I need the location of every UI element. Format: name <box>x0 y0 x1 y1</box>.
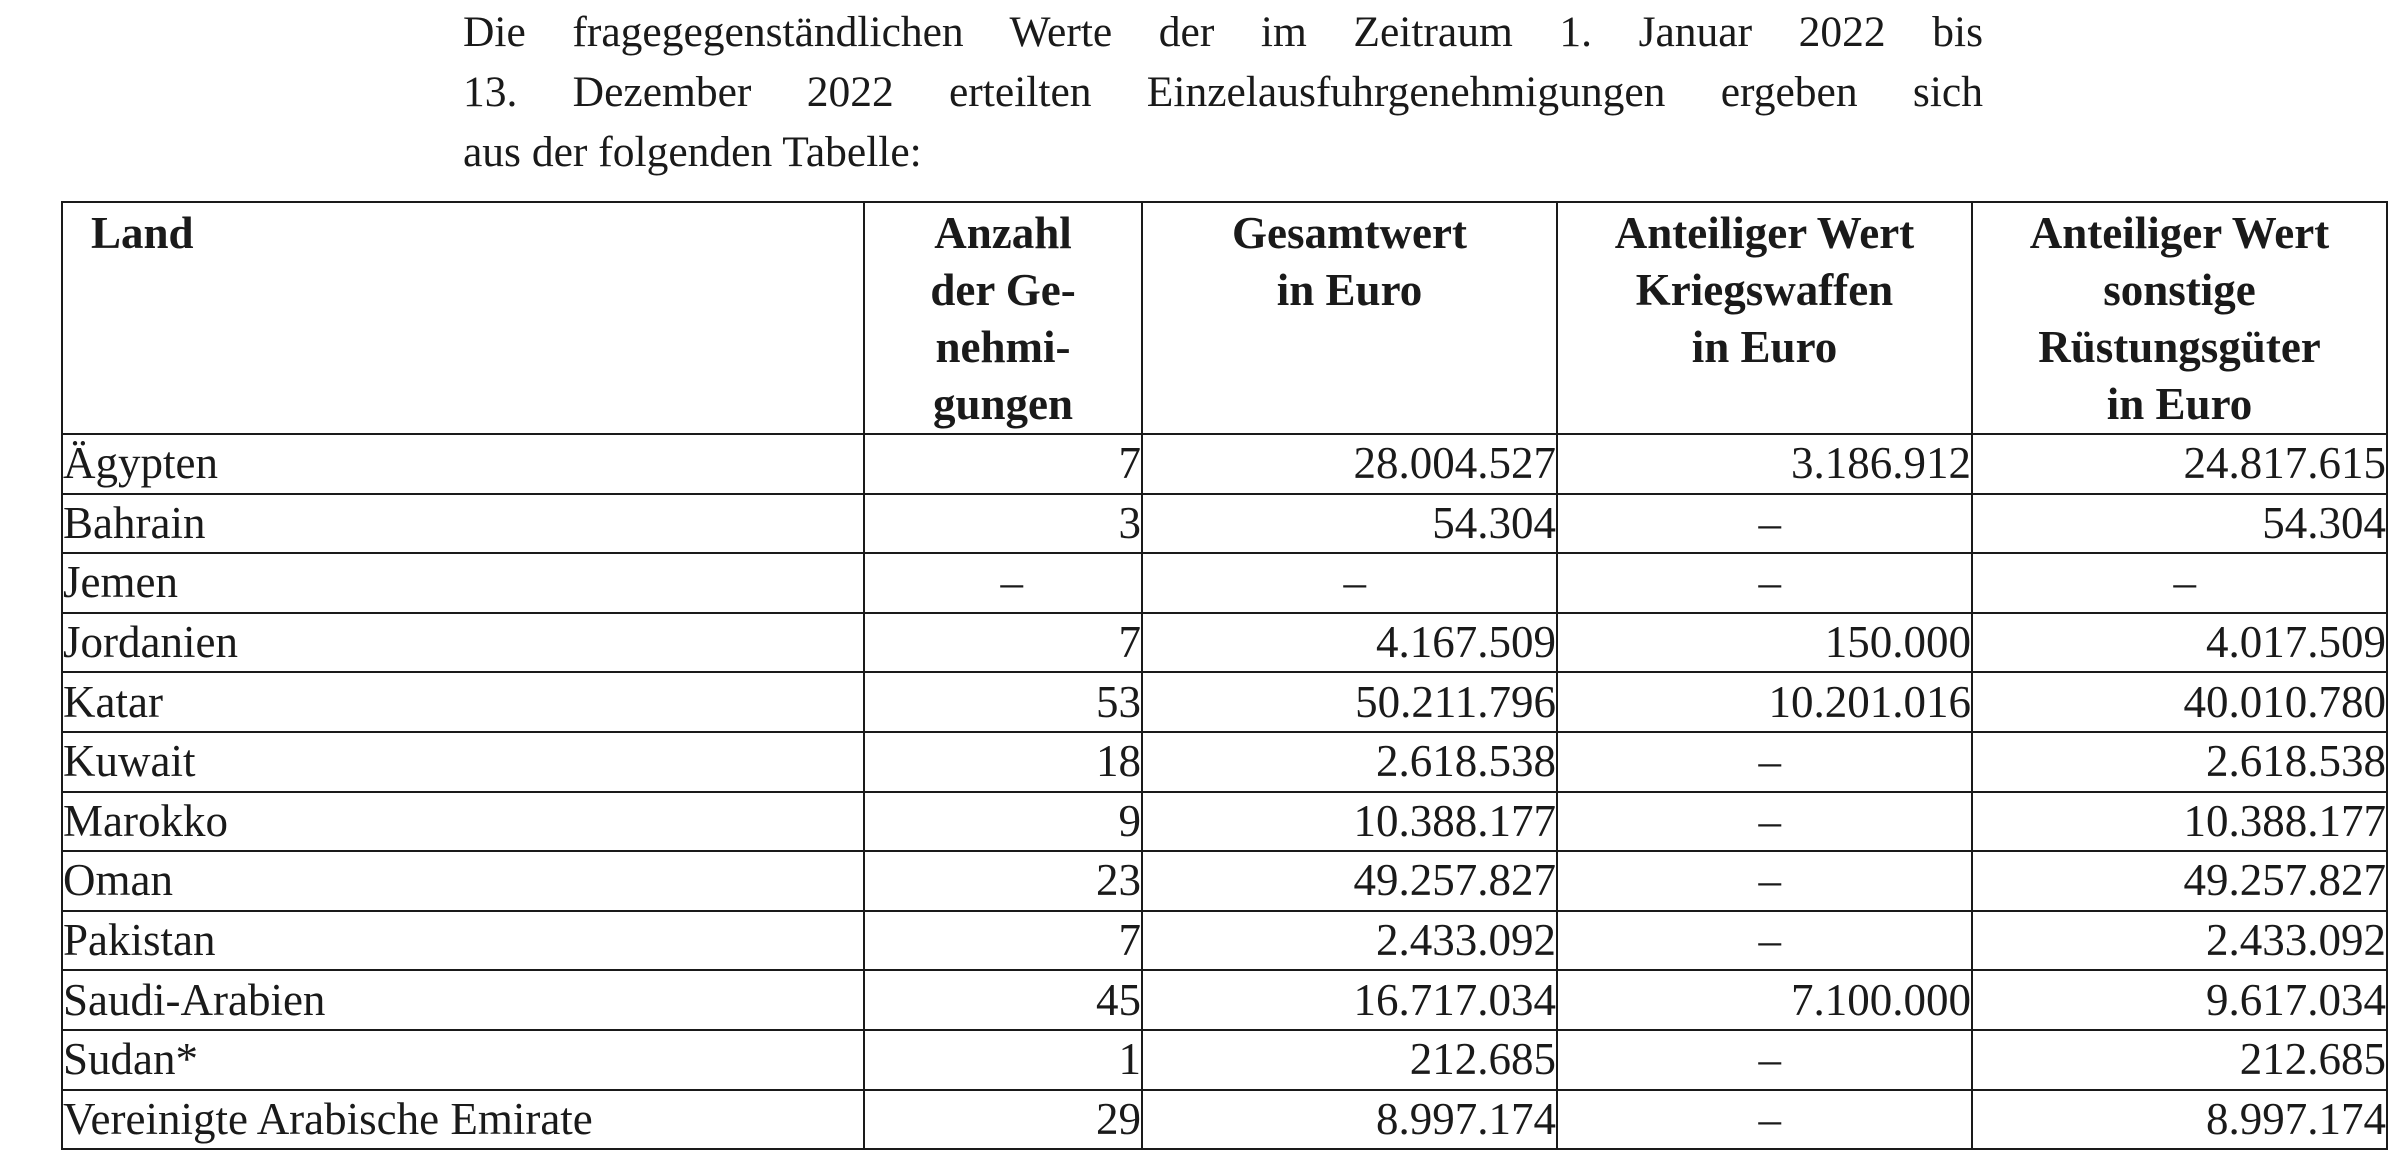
cell-sonstige: 4.017.509 <box>1972 613 2387 673</box>
table-header-row <box>62 202 2387 434</box>
table-row <box>62 434 2387 494</box>
cell-sonstige: 10.388.177 <box>1972 792 2387 852</box>
export-licenses-table <box>61 201 2388 1150</box>
cell-gesamtwert: 16.717.034 <box>1142 970 1557 1030</box>
cell-land: Bahrain <box>62 494 864 554</box>
cell-kriegswaffen: – <box>1557 851 1972 911</box>
table-row <box>62 732 2387 792</box>
cell-kriegswaffen: – <box>1557 1030 1972 1090</box>
cell-anzahl: 9 <box>864 792 1142 852</box>
table-row <box>62 792 2387 852</box>
cell-sonstige: 24.817.615 <box>1972 434 2387 494</box>
cell-kriegswaffen: 7.100.000 <box>1557 970 1972 1030</box>
header-anzahl <box>864 202 1142 434</box>
header-text: Rüstungsgüter <box>2038 322 2321 372</box>
cell-kriegswaffen: – <box>1557 911 1972 971</box>
header-text: in Euro <box>1276 265 1423 315</box>
cell-kriegswaffen: – <box>1557 494 1972 554</box>
cell-kriegswaffen: 10.201.016 <box>1557 672 1972 732</box>
table-row <box>62 970 2387 1030</box>
cell-kriegswaffen: – <box>1557 553 1972 613</box>
header-sonstige <box>1972 202 2387 434</box>
cell-kriegswaffen: 150.000 <box>1557 613 1972 673</box>
header-text: Anteiliger Wert <box>1614 208 1915 258</box>
cell-sonstige: 9.617.034 <box>1972 970 2387 1030</box>
cell-land: Marokko <box>62 792 864 852</box>
cell-gesamtwert: 49.257.827 <box>1142 851 1557 911</box>
cell-gesamtwert: 2.618.538 <box>1142 732 1557 792</box>
cell-anzahl: 3 <box>864 494 1142 554</box>
cell-land: Katar <box>62 672 864 732</box>
cell-land: Saudi-Arabien <box>62 970 864 1030</box>
header-gesamtwert <box>1142 202 1557 434</box>
cell-gesamtwert: 28.004.527 <box>1142 434 1557 494</box>
cell-sonstige: 54.304 <box>1972 494 2387 554</box>
intro-line: aus der folgenden Tabelle: <box>463 128 922 176</box>
cell-anzahl: 7 <box>864 911 1142 971</box>
header-kriegswaffen <box>1557 202 1972 434</box>
cell-land: Jemen <box>62 553 864 613</box>
header-text: Anzahl <box>934 208 1072 258</box>
header-text: gungen <box>932 379 1074 429</box>
cell-land: Oman <box>62 851 864 911</box>
cell-gesamtwert: 4.167.509 <box>1142 613 1557 673</box>
header-text: Gesamtwert <box>1232 208 1467 258</box>
cell-gesamtwert: 8.997.174 <box>1142 1090 1557 1150</box>
cell-land: Vereinigte Arabische Emirate <box>62 1090 864 1150</box>
cell-anzahl: 23 <box>864 851 1142 911</box>
table-row <box>62 553 2387 613</box>
cell-sonstige: 8.997.174 <box>1972 1090 2387 1150</box>
cell-anzahl: 18 <box>864 732 1142 792</box>
cell-gesamtwert: 54.304 <box>1142 494 1557 554</box>
cell-land: Ägypten <box>62 434 864 494</box>
header-text: Kriegswaffen <box>1635 265 1894 315</box>
cell-kriegswaffen: – <box>1557 792 1972 852</box>
table-row <box>62 851 2387 911</box>
cell-land: Kuwait <box>62 732 864 792</box>
cell-anzahl: 1 <box>864 1030 1142 1090</box>
cell-anzahl: 29 <box>864 1090 1142 1150</box>
cell-kriegswaffen: 3.186.912 <box>1557 434 1972 494</box>
cell-anzahl: – <box>864 553 1142 613</box>
cell-gesamtwert: 50.211.796 <box>1142 672 1557 732</box>
cell-kriegswaffen: – <box>1557 732 1972 792</box>
cell-sonstige: 2.618.538 <box>1972 732 2387 792</box>
table-row <box>62 672 2387 732</box>
table-row <box>62 613 2387 673</box>
cell-anzahl: 7 <box>864 613 1142 673</box>
table-body <box>62 434 2387 1149</box>
table-row <box>62 1090 2387 1150</box>
cell-anzahl: 7 <box>864 434 1142 494</box>
cell-land: Pakistan <box>62 911 864 971</box>
table-row <box>62 494 2387 554</box>
table-row <box>62 1030 2387 1090</box>
cell-sonstige: 212.685 <box>1972 1030 2387 1090</box>
table-row <box>62 911 2387 971</box>
cell-sonstige: 49.257.827 <box>1972 851 2387 911</box>
header-text: der Ge- <box>930 265 1076 315</box>
cell-anzahl: 45 <box>864 970 1142 1030</box>
cell-land: Sudan* <box>62 1030 864 1090</box>
intro-line: Die fragegegenständlichen Werte der im Zeitraum 1. Januar 2022 bis <box>463 8 1983 56</box>
intro-paragraph <box>463 2 1983 182</box>
cell-gesamtwert: 212.685 <box>1142 1030 1557 1090</box>
intro-line: 13. Dezember 2022 erteilten Einzelausfuhrgenehmigungen ergeben sich <box>463 68 1983 116</box>
cell-sonstige: 2.433.092 <box>1972 911 2387 971</box>
cell-land: Jordanien <box>62 613 864 673</box>
header-text: in Euro <box>2106 379 2253 429</box>
header-text: in Euro <box>1691 322 1838 372</box>
header-text: sonstige <box>2103 265 2256 315</box>
cell-sonstige: 40.010.780 <box>1972 672 2387 732</box>
cell-kriegswaffen: – <box>1557 1090 1972 1150</box>
header-land <box>62 202 864 434</box>
cell-anzahl: 53 <box>864 672 1142 732</box>
header-text: Anteiliger Wert <box>2029 208 2330 258</box>
cell-gesamtwert: 10.388.177 <box>1142 792 1557 852</box>
header-text: Land <box>91 208 194 258</box>
cell-gesamtwert: – <box>1142 553 1557 613</box>
header-text: nehmi- <box>935 322 1071 372</box>
cell-gesamtwert: 2.433.092 <box>1142 911 1557 971</box>
cell-sonstige: – <box>1972 553 2387 613</box>
